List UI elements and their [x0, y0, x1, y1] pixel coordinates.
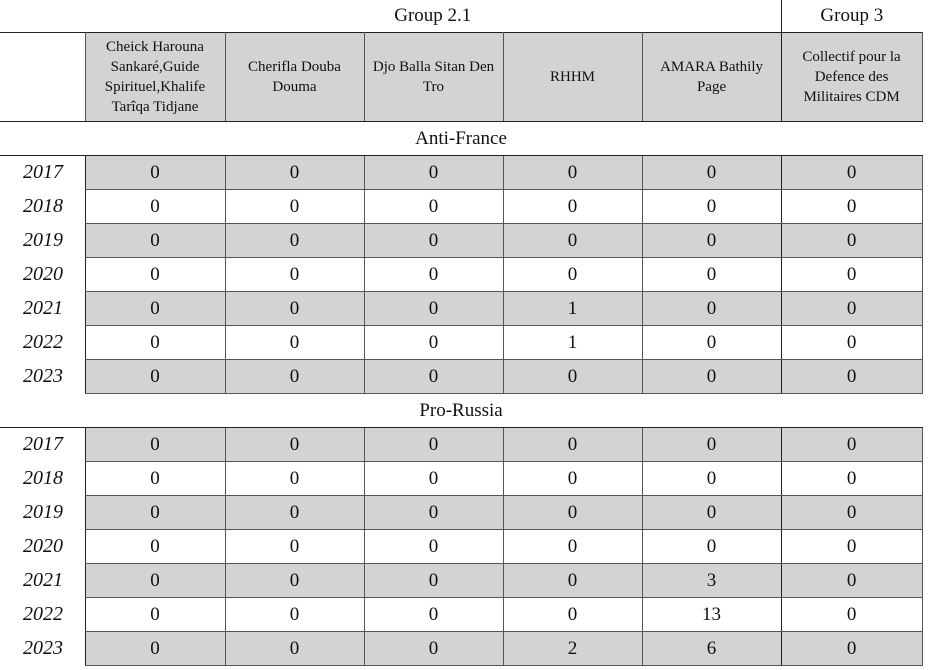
table-cell: 0 [642, 326, 781, 360]
section-header-row [0, 394, 922, 428]
table-cell: 0 [642, 530, 781, 564]
table-cell: 0 [503, 598, 642, 632]
table-cell: 0 [225, 224, 364, 258]
table-cell: 0 [364, 258, 503, 292]
column-header-row [0, 33, 922, 122]
table-cell: 0 [225, 156, 364, 190]
section-header-row [0, 122, 922, 156]
table-cell: 0 [503, 258, 642, 292]
table-cell: 0 [503, 360, 642, 394]
table-row [0, 326, 922, 360]
table-cell: 0 [781, 496, 922, 530]
table-cell: 0 [85, 258, 225, 292]
table-cell: 0 [364, 292, 503, 326]
table-cell: 13 [642, 598, 781, 632]
table-cell: 0 [503, 428, 642, 462]
table-cell: 0 [225, 530, 364, 564]
table-cell: 0 [781, 360, 922, 394]
column-header: Djo Balla Sitan Den Tro [364, 33, 503, 122]
table-cell: 0 [364, 428, 503, 462]
column-header: Cheick Harouna Sankaré,Guide Spirituel,Khalife Tarîqa Tidjane [85, 33, 225, 122]
column-header-corner [0, 33, 85, 122]
table-cell: 0 [642, 360, 781, 394]
table-cell: 0 [225, 292, 364, 326]
year-label: 2020 [23, 535, 63, 557]
year-label: 2021 [23, 297, 63, 319]
table-cell: 0 [85, 326, 225, 360]
table-row [0, 360, 922, 394]
table-cell: 0 [364, 156, 503, 190]
table-cell: 6 [642, 632, 781, 666]
table-cell: 0 [642, 224, 781, 258]
table-cell: 0 [642, 462, 781, 496]
table-row [0, 428, 922, 462]
table-cell: 0 [85, 598, 225, 632]
table-cell: 0 [85, 190, 225, 224]
table-cell: 0 [85, 428, 225, 462]
table-cell: 0 [642, 190, 781, 224]
table-cell: 0 [642, 258, 781, 292]
table-cell: 0 [503, 462, 642, 496]
column-header: AMARA Bathily Page [642, 33, 781, 122]
table-row [0, 598, 922, 632]
table-cell: 0 [781, 632, 922, 666]
table-cell: 0 [642, 292, 781, 326]
table-cell: 0 [503, 496, 642, 530]
table-cell: 1 [503, 292, 642, 326]
table-cell: 0 [781, 462, 922, 496]
table-cell: 0 [642, 156, 781, 190]
table-cell: 0 [503, 156, 642, 190]
year-label: 2019 [23, 229, 63, 251]
table-cell: 0 [364, 224, 503, 258]
table-cell: 0 [503, 564, 642, 598]
table-cell: 0 [364, 496, 503, 530]
group-header-spacer [0, 0, 85, 33]
table-row [0, 258, 922, 292]
table-cell: 3 [642, 564, 781, 598]
table-cell: 0 [781, 530, 922, 564]
table-cell: 0 [781, 564, 922, 598]
table-cell: 0 [781, 224, 922, 258]
table-cell: 0 [781, 292, 922, 326]
table-cell: 0 [781, 258, 922, 292]
table-cell: 0 [225, 360, 364, 394]
table-cell: 0 [364, 564, 503, 598]
table-cell: 0 [85, 156, 225, 190]
table-cell: 0 [781, 598, 922, 632]
table-cell: 0 [225, 428, 364, 462]
table-cell: 0 [503, 224, 642, 258]
table-cell: 0 [225, 462, 364, 496]
table-cell: 0 [85, 224, 225, 258]
table-cell: 0 [85, 496, 225, 530]
table-cell: 0 [225, 564, 364, 598]
table-cell: 0 [364, 530, 503, 564]
table-cell: 0 [225, 632, 364, 666]
table-cell: 0 [225, 326, 364, 360]
table-row [0, 496, 922, 530]
table-row [0, 462, 922, 496]
group-2-1-label: Group 2.1 [85, 0, 781, 33]
column-header: Cherifla Douba Douma [225, 33, 364, 122]
table-row [0, 156, 922, 190]
table-cell: 0 [781, 326, 922, 360]
year-label: 2017 [23, 161, 63, 184]
table-cell: 0 [85, 360, 225, 394]
column-header: Collectif pour la Defence des Militaires CDM [781, 33, 922, 122]
table-cell: 0 [642, 428, 781, 462]
table-cell: 1 [503, 326, 642, 360]
section-title: Pro-Russia [0, 394, 922, 428]
table-cell: 0 [85, 632, 225, 666]
table-cell: 0 [85, 564, 225, 598]
year-label: 2022 [23, 331, 63, 353]
table-cell: 0 [503, 530, 642, 564]
table-cell: 0 [364, 326, 503, 360]
table-cell: 2 [503, 632, 642, 666]
table-row [0, 190, 922, 224]
table-cell: 0 [225, 190, 364, 224]
table-cell: 0 [642, 496, 781, 530]
table-cell: 0 [225, 598, 364, 632]
table-cell: 0 [225, 496, 364, 530]
group-header-row [0, 0, 922, 33]
year-label: 2023 [23, 637, 63, 659]
year-label: 2022 [23, 603, 63, 625]
table-cell: 0 [781, 428, 922, 462]
table-cell: 0 [364, 360, 503, 394]
table-cell: 0 [225, 258, 364, 292]
year-label: 2019 [23, 501, 63, 523]
section-title: Anti-France [0, 122, 922, 156]
table-row [0, 564, 922, 598]
table-cell: 0 [503, 190, 642, 224]
table-cell: 0 [364, 190, 503, 224]
table-cell: 0 [364, 598, 503, 632]
group-3-label: Group 3 [820, 5, 884, 26]
year-label: 2017 [23, 433, 63, 456]
table-cell: 0 [85, 530, 225, 564]
year-label: 2018 [23, 467, 63, 489]
table-row [0, 224, 922, 258]
table-row [0, 292, 922, 326]
table-row [0, 530, 922, 564]
table-cell: 0 [781, 190, 922, 224]
table-cell: 0 [85, 292, 225, 326]
year-label: 2021 [23, 569, 63, 591]
year-label: 2020 [23, 263, 63, 285]
column-header: RHHM [503, 33, 642, 122]
table-cell: 0 [781, 156, 922, 190]
table-cell: 0 [364, 462, 503, 496]
year-label: 2023 [23, 365, 63, 387]
table-cell: 0 [364, 632, 503, 666]
table-cell: 0 [85, 462, 225, 496]
year-label: 2018 [23, 195, 63, 217]
table-row [0, 632, 922, 666]
